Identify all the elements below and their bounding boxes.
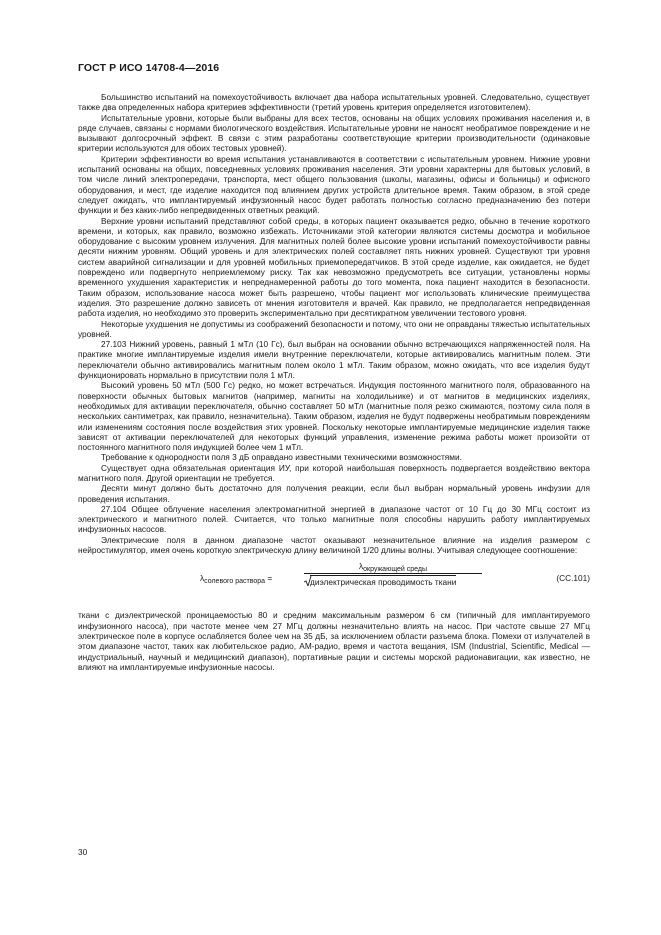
lambda-symbol: λ: [200, 573, 205, 584]
fraction-line: [304, 573, 482, 574]
document-header: ГОСТ Р ИСО 14708-4—2016: [78, 62, 220, 74]
formula-lhs: [200, 573, 272, 585]
numerator-subscript: окружающей среды: [363, 566, 427, 574]
body-paragraph: Высокий уровень 50 мТл (500 Гс) редко, но может встречаться. Индукция постоянного магнитного поля, образованного на поверхности обычных бытовых магнитов (например, магниты на холодильнике) и от магнитов в медицинских изделиях, необходимых для активации переключателя, обычно составляет 50 мТл (магнитные поля резко сжимаются, поэтому сила поля в нескольких сантиметрах, как правило, незначительна). Таким образом, изделия не будут подвержены необратимым повреждениям или изменениям состояния после воздействия этих уровней. Поскольку некоторые имплантируемые медицинские изделия также зависят от активации переключателей для некоторых функций управления, изменение режима работы может произойти от постоянного магнитного поля индукцией более чем 1 мТл.: [78, 380, 590, 453]
formula-cc101: [78, 561, 590, 605]
body-paragraph: Требование к однородности поля 3 дБ оправдано известными техническими возможностями.: [101, 452, 462, 463]
body-paragraph: Критерии эффективности во время испытания устанавливаются в соответствии с испытательным уровнем. Нижние уровни испытаний основаны на общих, повседневных условиях проживания населения. Эти уровни характерны для бытовых условий, в том числе линий электропередачи, транспорта, мест общего пользования (школы, магазины, офисы и больницы) и офисного оборудования, и мест, где изделие находится под влиянием других устройств длительное время. Таким образом, в этой среде следует ожидать, что имплантируемый инфузионный насос будет работать полностью согласно предназначению без потери функции и без каких-либо непредвиденных ответных реакций.: [78, 153, 590, 216]
body-paragraph: Большинство испытаний на помехоустойчивость включает два набора испытательных уровней. Следовательно, существует также два определенных набора критериев эффективности (третий уровень критерия определяется изготовителем).: [78, 92, 590, 113]
document-body: [78, 92, 590, 672]
body-paragraph: Электрические поля в данном диапазоне частот оказывают незначительное влияние на изделия размером с нейростимулятор, имея очень короткую электрическую длину величиной 1/20 длины волны. Учитывая следующее соотношение:: [78, 534, 590, 556]
equation-number: (CC.101): [556, 573, 590, 584]
body-paragraph: ткани с диэлектрической проницаемостью 80 и средним максимальным размером 6 см (типичный для имплантируемого инфузионного насоса), при частоте менее чем 27 МГц должны незначительно влиять на насос. При частоте свыше 27 МГц электрическое поле в корпусе ослабляется более чем на 35 дБ, за исключением области разъема блока. Помехи от излучателей в этом диапазоне частот, таких как любительское радио, АМ-радио, время и частота вещания, ISM (Industrial, Scientific, Medical — индустриальный, научный и медицинский диапазон), портативные рации и системы морской радионавигации, как известно, не влияют на имплантируемые инфузионные насосы.: [78, 610, 590, 672]
page-number: 30: [78, 847, 88, 857]
body-paragraph: Десяти минут должно быть достаточно для получения реакции, если был выбран нормальный уровень инфузии для проведения испытания.: [78, 483, 590, 504]
body-paragraph: Испытательные уровни, которые были выбраны для всех тестов, основаны на общих условиях проживания населения и, в ряде случаев, связаны с нормами биологического воздействия. Испытательные уровни не наносят необратимое повреждение и не вызывают долгосрочный эффект. В связи с этим разработаны соответствующие критерии производительности (одинаковые критерии используются для обоих тестовых уровней).: [78, 112, 590, 154]
section-27-104-paragraph: 27.104 Общее облучение населения электромагнитной энергией в диапазоне частот от 10 Гц до 30 МГц состоит из электрического и магнитного полей. Считается, что только магнитные поля способны нарушить работу имплантируемых инфузионных насосов.: [78, 503, 590, 535]
section-27-103-paragraph: 27.103 Нижний уровень, равный 1 мТл (10 Гс), был выбран на основании обычно встречающихся напряженностей поля. На практике многие имплантируемые изделия имели внутренние переключатели, которые активировались магнитным полем. Эти переключатели обычно активировались магнитным полем около 1 мТл. Таким образом, можно ожидать, что все изделия будут функционировать нормально в присутствии поля 1 мТл.: [78, 339, 590, 381]
formula-denominator: диэлектрическая проводимость ткани: [310, 577, 457, 588]
body-paragraph: Существует одна обязательная ориентация ИУ, при которой наибольшая поверхность подвергается воздействию вектора магнитного поля. Другой ориентации не требуется.: [78, 462, 590, 483]
formula-numerator: [304, 561, 482, 573]
body-paragraph: Некоторые ухудшения не допустимы из соображений безопасности и потому, что они не оправданы тяжестью испытательных уровней.: [78, 318, 590, 339]
equals-sign: =: [267, 573, 273, 584]
lhs-subscript: солевого раствора: [204, 578, 266, 586]
lambda-symbol: λ: [358, 561, 364, 572]
body-paragraph: Верхние уровни испытаний представляют собой среды, в которых пациент оказывается редко, обычно в течение короткого времени, и которых, как правило, возможно избежать. Источниками этой категории являются системы досмотра и мобильное оборудование с высоким уровнем излучения. Для магнитных полей более высокие уровни испытаний помехоустойчивости равны десяти нижним уровням. Общий уровень и для электрических полей составляет пять нижних уровней. Существуют три уровня систем аварийной сигнализации и для уровней мобильных приемопередатчиков. В этой среде изделие, как ожидается, не будет повреждено или подвергнуто неприемлемому риску. Так как невозможно предусмотреть все ситуации, установлены нормы временного ухудшения характеристик и непреднамеренной работы до того момента, пока пациент находится в безопасности. Таким образом, использование насоса может быть разрешено, чтобы пациент мог использовать клинические преимущества изделия. Это разрешение должно зависеть от мнения изготовителя и врачей. Как правило, не предполагается непредвиденная работа изделия, но необходимо это проверить экспериментально при десятикратном увеличении тестового уровня.: [78, 215, 590, 319]
